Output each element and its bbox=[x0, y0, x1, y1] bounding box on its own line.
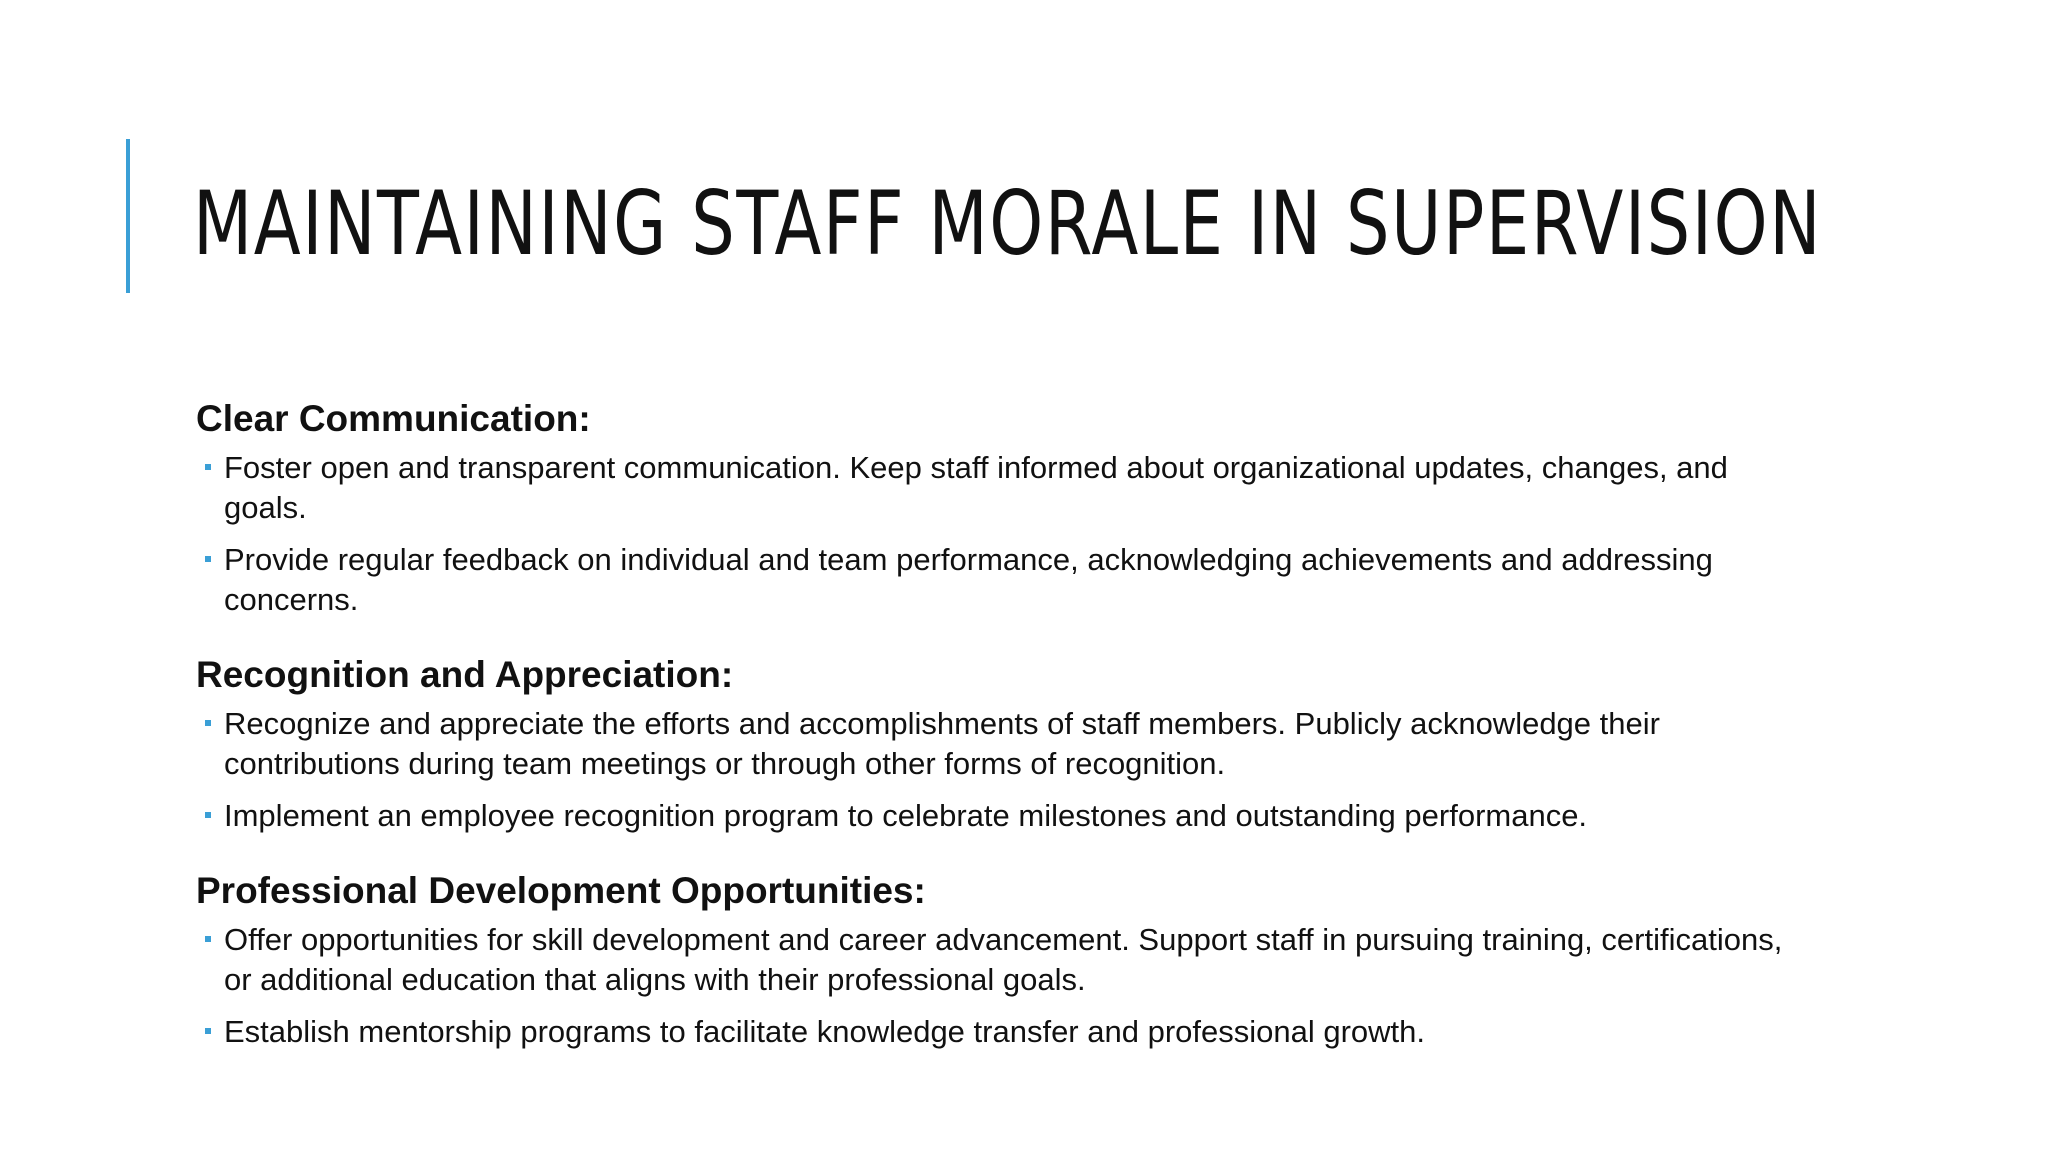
bullet-list bbox=[196, 704, 1796, 836]
bullet-item bbox=[196, 704, 1796, 784]
section-heading: Recognition and Appreciation: bbox=[196, 654, 734, 695]
bullet-item bbox=[196, 920, 1796, 1000]
square-bullet-icon bbox=[205, 556, 211, 562]
slide-title: MAINTAINING STAFF MORALE IN SUPERVISION bbox=[193, 172, 1823, 275]
square-bullet-icon bbox=[205, 464, 211, 470]
square-bullet-icon bbox=[205, 812, 211, 818]
bullet-item bbox=[196, 540, 1796, 620]
bullet-text: Foster open and transparent communication. Keep staff informed about organizational updates, changes, and goals. bbox=[224, 450, 1728, 525]
bullet-text: Establish mentorship programs to facilitate knowledge transfer and professional growth. bbox=[224, 1014, 1426, 1049]
slide-content bbox=[196, 396, 1796, 1084]
section-heading: Clear Communication: bbox=[196, 398, 591, 439]
square-bullet-icon bbox=[205, 720, 211, 726]
bullet-text: Offer opportunities for skill development and career advancement. Support staff in pursuing training, certifications, or additional education that aligns with their professional goals. bbox=[224, 922, 1783, 997]
section-heading: Professional Development Opportunities: bbox=[196, 870, 926, 911]
bullet-text: Provide regular feedback on individual and team performance, acknowledging achievements and addressing concerns. bbox=[224, 542, 1713, 617]
bullet-item bbox=[196, 1012, 1796, 1052]
section-recognition-appreciation bbox=[196, 652, 1796, 836]
square-bullet-icon bbox=[205, 1028, 211, 1034]
section-clear-communication bbox=[196, 396, 1796, 620]
section-professional-development bbox=[196, 868, 1796, 1052]
bullet-list bbox=[196, 920, 1796, 1052]
bullet-list bbox=[196, 448, 1796, 620]
bullet-item bbox=[196, 796, 1796, 836]
title-accent-bar bbox=[126, 139, 130, 293]
bullet-item bbox=[196, 448, 1796, 528]
square-bullet-icon bbox=[205, 936, 211, 942]
bullet-text: Recognize and appreciate the efforts and accomplishments of staff members. Publicly acknowledge their contributions during team meetings or through other forms of recognition. bbox=[224, 706, 1660, 781]
bullet-text: Implement an employee recognition program to celebrate milestones and outstanding performance. bbox=[224, 798, 1588, 833]
